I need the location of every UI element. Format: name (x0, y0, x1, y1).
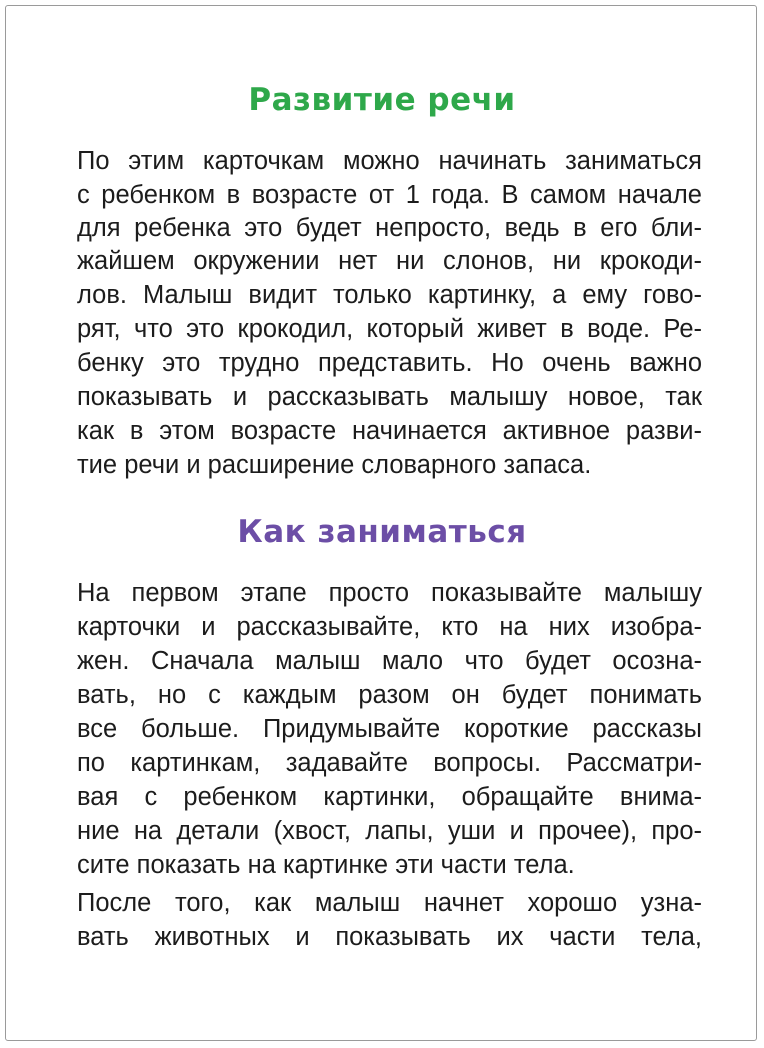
speech-text-line: тие речи и расширение словарного запаса. (77, 451, 592, 479)
heading-how-to-practice: Как заниматься (237, 514, 527, 550)
speech-text-line: показывать и рассказывать малышу новое, так (77, 383, 702, 411)
speech-text-line: рят, что это крокодил, который живет в воде. Ре- (77, 315, 702, 343)
how-text-line: все больше. Придумывайте короткие рассказы (77, 715, 702, 743)
how-text-line: После того, как малыш начнет хорошо узна- (77, 889, 702, 917)
speech-text-line: как в этом возрасте начинается активное разви- (77, 417, 702, 445)
how-text-line: карточки и рассказывайте, кто на них изобра- (77, 613, 702, 641)
speech-text-line: бенку это трудно представить. Но очень важно (77, 349, 702, 377)
how-text-line: ние на детали (хвост, лапы, уши и прочее), про- (77, 817, 702, 845)
how-text-line: На первом этапе просто показывайте малышу (77, 579, 702, 607)
how-text-line: вая с ребенком картинки, обращайте внима- (77, 783, 702, 811)
speech-text-line: По этим карточкам можно начинать заниматься (77, 147, 702, 175)
speech-text-line: жайшем окружении нет ни слонов, ни крокоди- (77, 247, 702, 275)
speech-text-line: лов. Малыш видит только картинку, а ему гово- (77, 281, 702, 309)
how-text-line: жен. Сначала малыш мало что будет осозна- (77, 647, 702, 675)
how-text-line: вать животных и показывать их части тела, (77, 923, 702, 951)
how-text-line: вать, но с каждым разом он будет понимать (77, 681, 702, 709)
speech-text-line: с ребенком в возрасте от 1 года. В самом начале (77, 181, 702, 209)
how-text-line: сите показать на картинке эти части тела. (77, 851, 575, 879)
heading-speech-development: Развитие речи (248, 82, 516, 118)
how-text-line: по картинкам, задавайте вопросы. Рассматри- (77, 749, 702, 777)
speech-text-line: для ребенка это будет непросто, ведь в его бли- (77, 214, 702, 242)
